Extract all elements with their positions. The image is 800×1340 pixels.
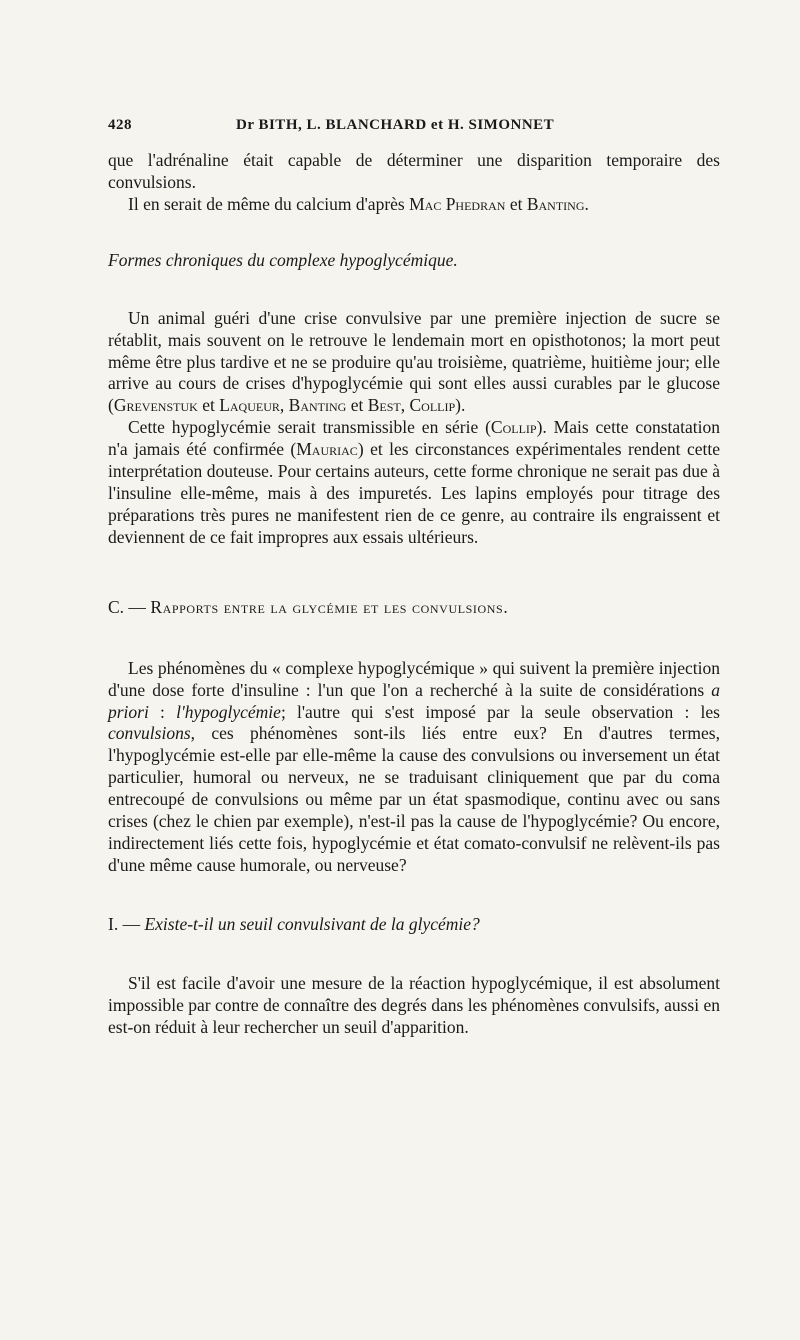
author-name: Best [367,395,401,416]
text-run: ; l'autre qui s'est imposé par la seule observation : les [280,701,720,722]
text-run: , ces phénomènes sont-ils liés entre eux? En d'autres termes, l'hypoglycémie est-elle par elle-même la cause des convulsions ou inversement un état particulier, humoral ou nerveux, ne se traduisant cliniquement que par du coma entrecoupé de convulsions ou même par un état spasmodique, continu avec ou sans crises (chez le chien par exemple), n'est-il pas la cause de l'hypoglycémie? Ou encore, indirectement liés cette fois, hypoglycémie et état comato-convulsif ne relèvent-ils pas d'une même cause humorale, ou nerveuse? [108,723,720,875]
italic-term: a priori [108,679,720,722]
text-run: , [279,395,289,416]
page-number: 428 [108,117,132,133]
section-heading-formes-chroniques: Formes chroniques du complexe hypoglycémique. [108,249,458,270]
text-run: Les phénomènes du « complexe hypoglycémique » qui suivent la première injection d'une dose forte d'insuline : l'un que l'on a recherché à la suite de considérations [108,657,720,700]
paragraph-6: S'il est facile d'avoir une mesure de la réaction hypoglycémique, il est absolument impossible par contre de connaître des degrés dans les phénomènes convulsifs, aussi en est-on réduit à leur rechercher un seuil d'apparition. [108,972,720,1037]
body-text [108,150,720,1038]
text-run: ) et les circonstances expérimentales rendent cette interprétation douteuse. Pour certains auteurs, cette forme chronique ne serait pas due à l'insuline elle-même, mais à des impuretés. Les lapins employés pour titrage des préparations très pures ne manifestent rien de ce genre, au contraire ils engraissent et deviennent de ce fait impropres aux essais ultérieurs. [108,439,720,547]
text-run: : [148,701,177,722]
author-name: Banting [288,395,347,416]
text-run: ). [455,395,466,416]
section-heading-c [108,596,720,618]
text-run: Cette hypoglycémie serait transmissible en série ( [128,417,491,438]
author-name: Mac Phedran [409,193,506,214]
section-heading-i [108,913,720,935]
paragraph-3 [108,308,720,418]
text-run: et [505,193,527,214]
text-run: Un animal guéri d'une crise convulsive par une première injection de sucre se rétablit, mais souvent on le retrouve le lendemain mort en opisthotonos; la mort peut même être plus tardive et ne se produire qu'au troisième, quatrième, huitième jour; elle arrive au cours de crises d'hypoglycémie qui sont elles aussi curables par le glucose ( [108,307,720,416]
text-run: ). Mais cette constatation n'a jamais été confirmée ( [108,417,720,460]
text-run: et [197,395,220,416]
text-run: . [584,193,589,214]
italic-term: l'hypoglycémie [176,701,281,722]
author-name: Mauriac [296,439,358,460]
author-name: Grevenstuk [113,395,198,416]
italic-term: convulsions [108,723,191,744]
heading-text: Rapports entre la glycémie et les convulsions. [150,596,509,617]
paragraph-1: que l'adrénaline était capable de déterminer une disparition temporaire des convulsions. [108,150,720,192]
author-name: Collip [409,395,456,416]
author-name: Banting [526,193,585,214]
text-run: , [400,395,410,416]
text-run: et [346,395,368,416]
paragraph-4 [108,417,720,548]
author-name: Collip [490,417,537,438]
paragraph-2 [108,194,720,216]
author-name: Laqueur [219,395,280,416]
heading-label: C. — [108,596,151,617]
heading-text: Existe-t-il un seuil convulsivant de la glycémie? [144,913,480,934]
paragraph-5 [108,658,720,877]
heading-label: I. — [108,913,145,934]
text-run: Il en serait de même du calcium d'après [128,193,410,214]
authors-header: Dr BITH, L. BLANCHARD et H. SIMONNET [236,117,555,133]
